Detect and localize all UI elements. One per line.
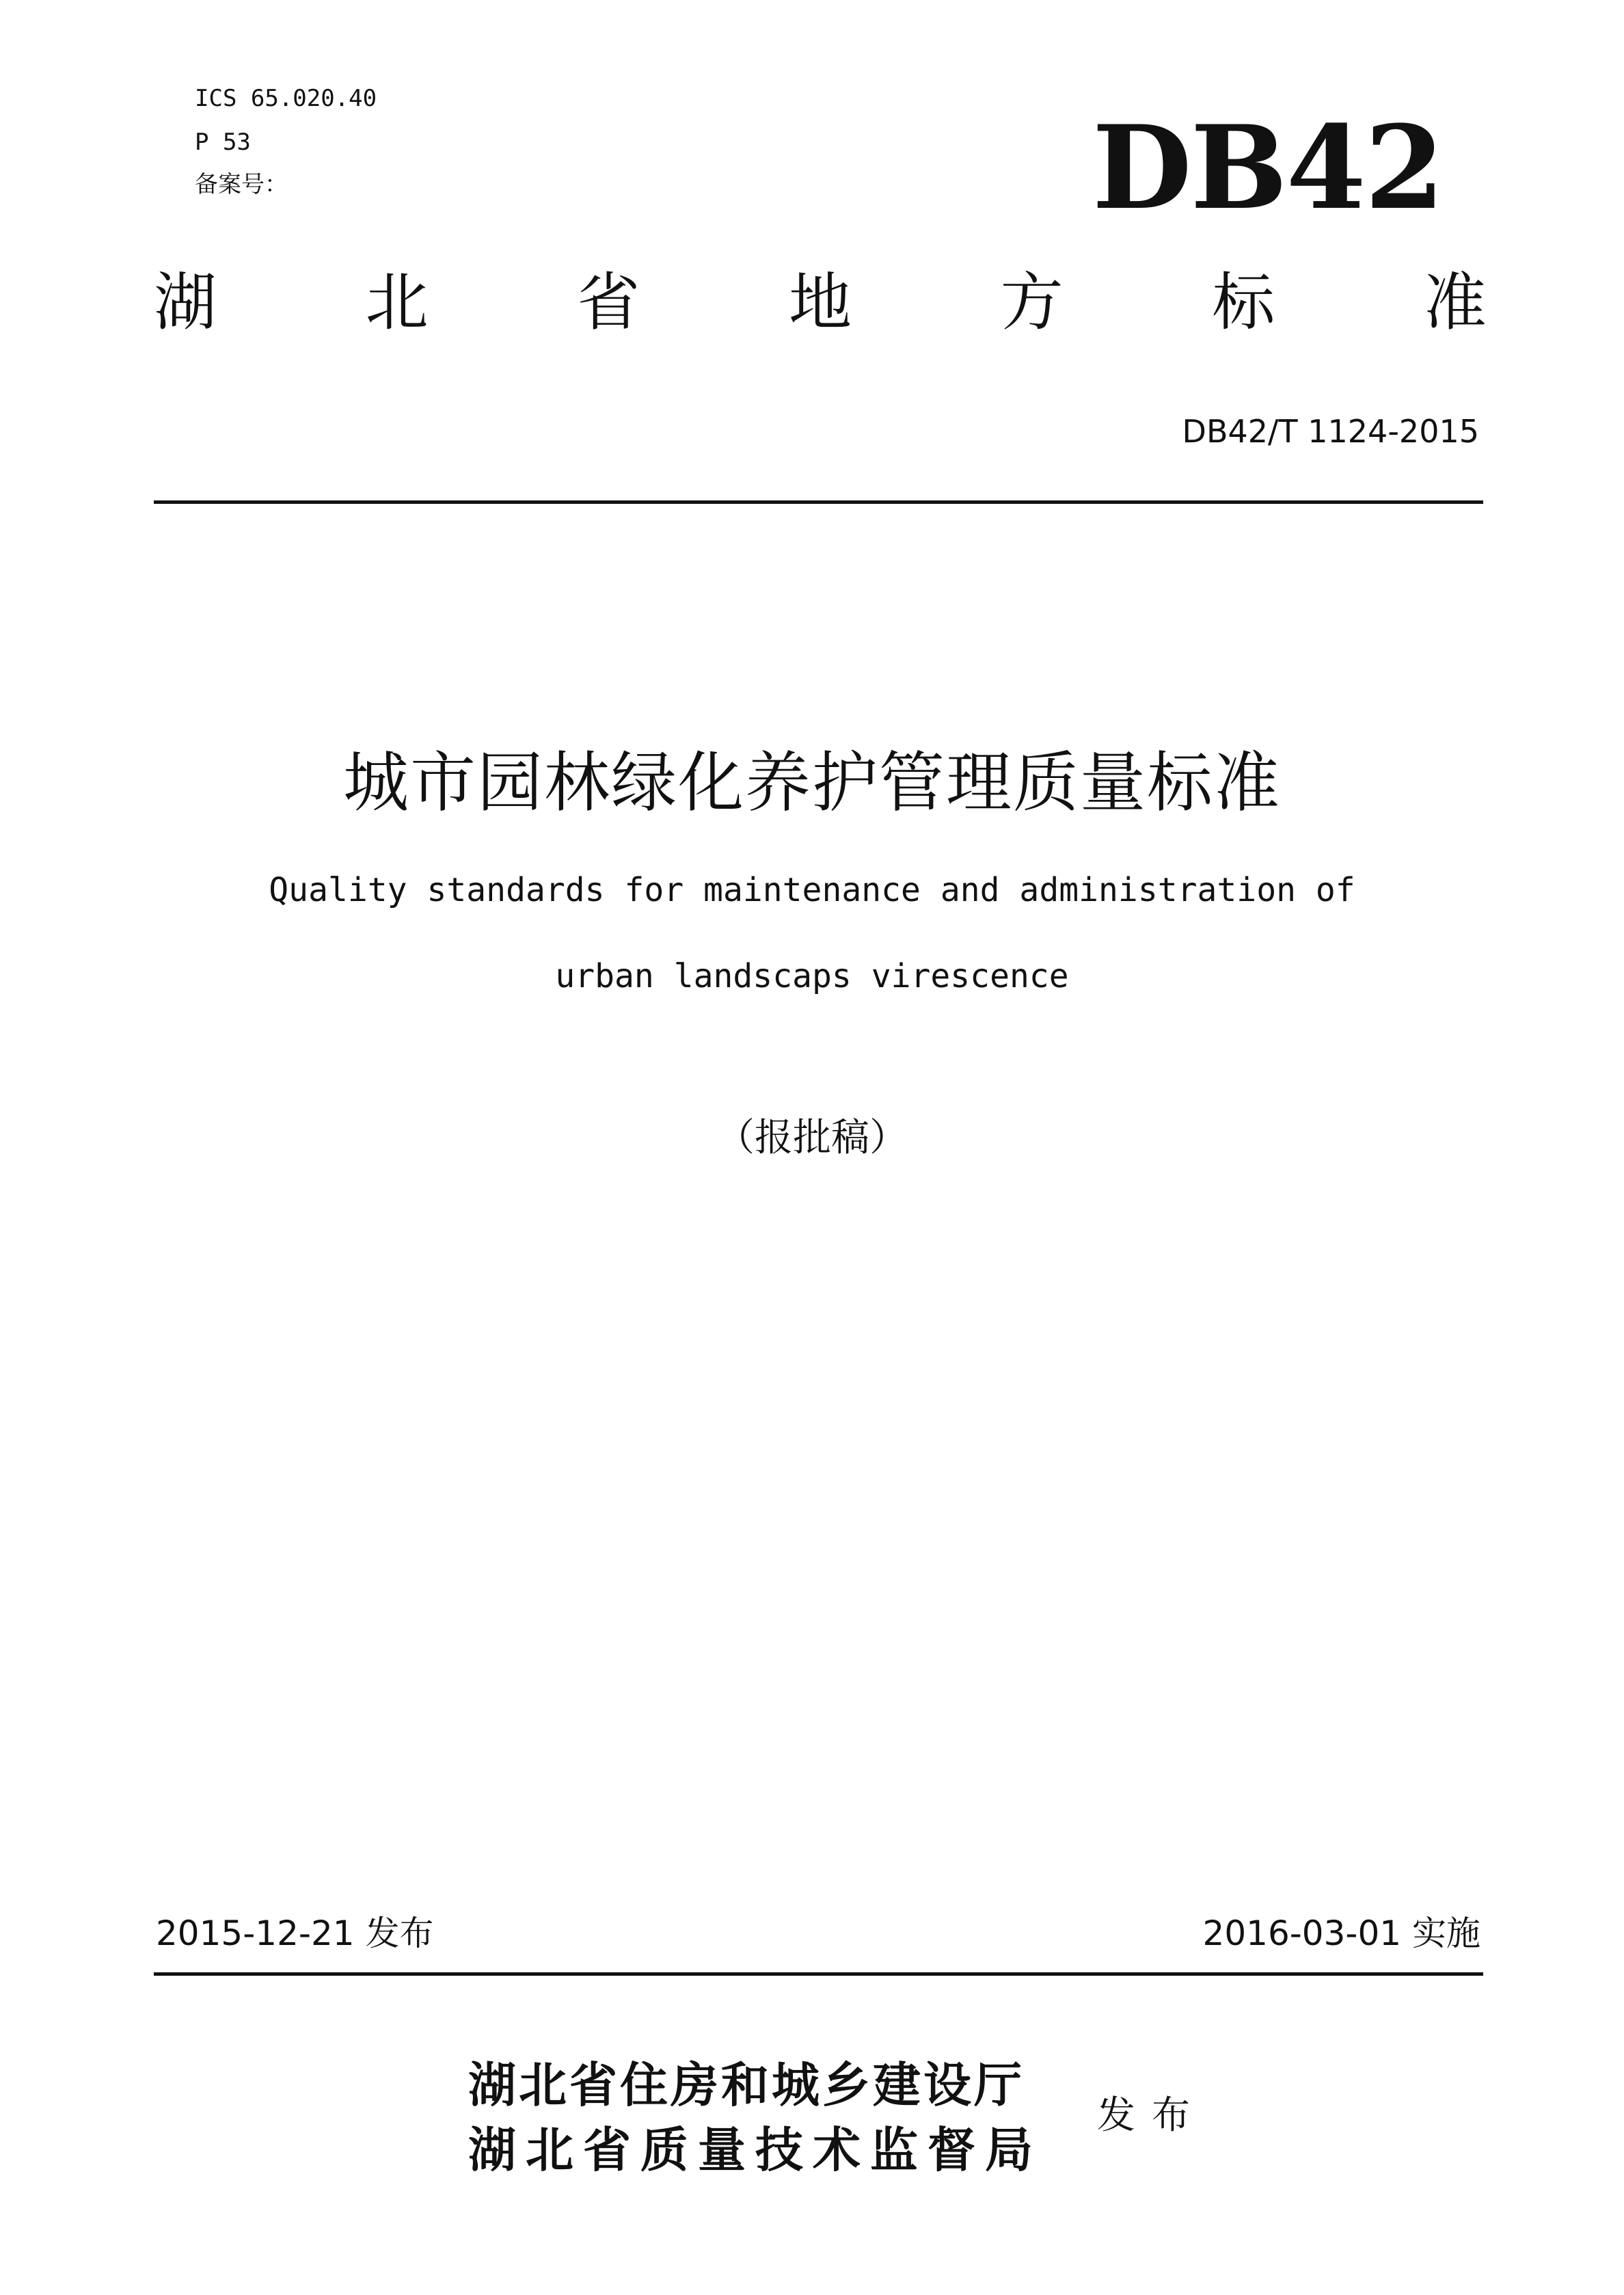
issue-date: 2015-12-21 发布	[156, 1914, 434, 1953]
draft-status: （报批稿）	[716, 1116, 908, 1160]
filing-number-label: 备案号：	[195, 171, 288, 198]
standard-type-char: 湖	[154, 266, 217, 339]
standard-type-char: 地	[788, 266, 852, 339]
standard-type-char: 方	[1000, 266, 1064, 339]
title-english-line-1: Quality standards for maintenance and administration of	[269, 871, 1355, 909]
title-chinese: 城市园林绿化养护管理质量标准	[343, 744, 1281, 821]
db-mark: DB42	[1092, 100, 1444, 235]
implementation-date: 2016-03-01 实施	[1202, 1914, 1480, 1953]
standard-type-heading	[154, 265, 1487, 340]
top-divider	[154, 500, 1483, 504]
publish-label: 发布	[1097, 2093, 1206, 2138]
standard-type-char: 北	[365, 266, 429, 339]
standard-number: DB42/T 1124-2015	[1182, 413, 1479, 450]
standard-type-char: 准	[1423, 266, 1487, 339]
issuer-housing-department: 湖北省住房和城乡建设厅	[468, 2057, 1025, 2113]
bottom-divider	[154, 1972, 1483, 1976]
ccs-code: P 53	[195, 129, 251, 156]
title-english-line-2: urban landscaps virescence	[555, 957, 1069, 995]
issuer-quality-bureau: 湖北省质量技术监督局	[468, 2122, 1042, 2178]
standard-type-char: 省	[577, 266, 640, 339]
standard-type-char: 标	[1212, 266, 1275, 339]
ics-code: ICS 65.020.40	[195, 85, 377, 112]
